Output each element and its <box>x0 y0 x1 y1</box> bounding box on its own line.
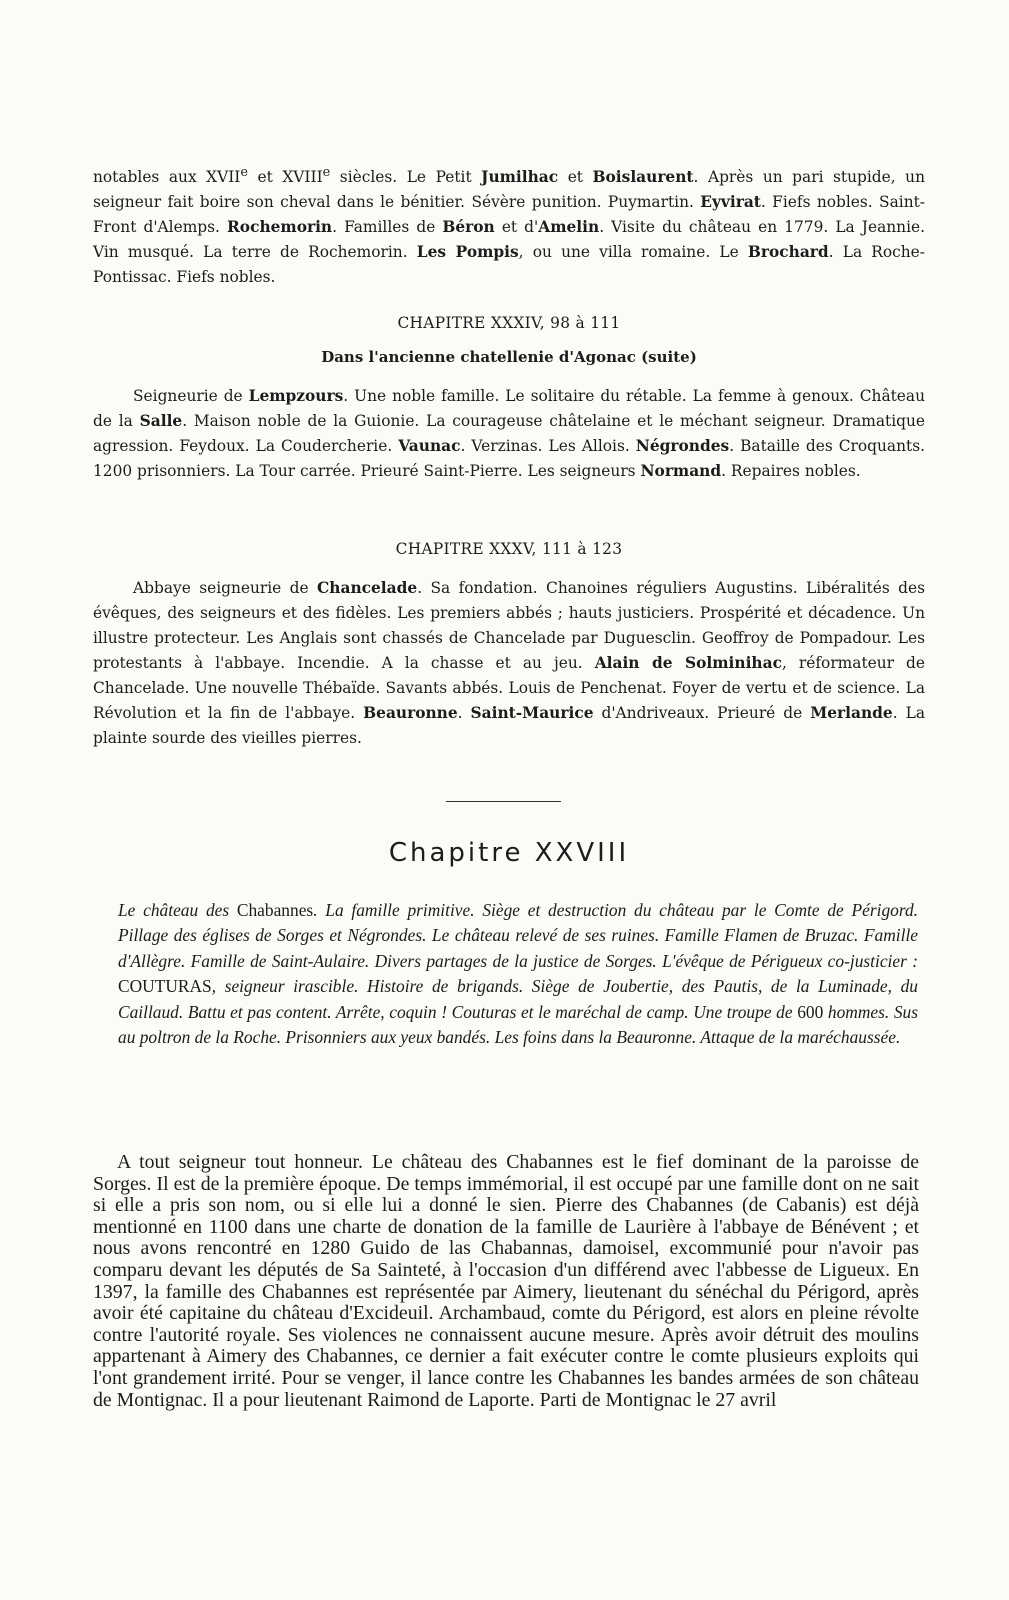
bold-place: Rochemorin <box>227 218 333 237</box>
bold-place: Amelin <box>538 218 600 237</box>
chapter-35-paragraph <box>93 576 925 751</box>
chapter-34-summary <box>93 384 925 484</box>
bold-place: Merlande <box>810 704 893 722</box>
text-run-upright: COUTURAS <box>118 976 212 997</box>
bold-place: Négrondes <box>635 437 730 455</box>
text-run: . <box>457 704 471 722</box>
chapter-34-paragraph <box>93 384 925 484</box>
text-run: . La plainte sourde des vieilles pierres. <box>93 704 925 747</box>
text-run: siècles. Le Petit <box>330 168 482 187</box>
text-run: notables aux XVII <box>93 168 241 187</box>
text-run: . Fiefs nobles. Saint-Front d'Alemps. <box>93 193 925 237</box>
bold-place: Saint-Maurice <box>470 704 594 722</box>
bold-place: Alain de Solminihac <box>594 654 782 672</box>
chapter-28-body: A tout seigneur tout honneur. Le château des Chabannes est le fief dominant de la paroisse de Sorges. Il est de la première époque. De temps immémorial, il est occupé par une famille dont on ne sait si elle a pris son nom, ou si elle lui a donné le sien. Pierre des Chabannes (de Cabanis) est déjà mentionné en 1100 dans une charte de donation de la famille de Laurière à l'abbaye de Bénévent ; et nous avons rencontré en 1280 Guido de las Chabannas, damoisel, excommunié pour n'avoir pas comparu devant les députés de Sa Sainteté, à l'occasion d'un différend avec l'abbesse de Ligueux. En 1397, la famille des Chabannes est représentée par Aimery, lieutenant du sénéchal du Périgord, après avoir été capitaine du château d'Excideuil. Archambaud, comte du Périgord, est alors en pleine révolte contre l'autorité royale. Ses violences ne connaissent aucune mesure. Après avoir détruit des moulins appartenant à Aimery des Chabannes, ce dernier a fait exécuter contre le comte plusieurs exploits qui l'ont grandement irrité. Pour se venger, il lance contre les Chabannes les bandes armées de son château de Montignac. Il a pour lieutenant Raimond de Laporte. Parti de Montignac le 27 avril <box>93 1151 919 1411</box>
text-run: Seigneurie de <box>133 387 249 405</box>
intro-paragraph <box>93 160 925 290</box>
chapter-28-summary <box>118 898 918 1050</box>
bold-place: Eyvirat <box>700 193 761 212</box>
bold-place: Béron <box>442 218 495 237</box>
chapter-title: Chapitre XXVIII <box>388 838 630 868</box>
text-run: et <box>558 168 593 187</box>
chapter-34-subtitle: Dans l'ancienne chatellenie d'Agonac (suite) <box>321 348 697 366</box>
superscript: e <box>322 165 331 180</box>
text-run: . Verzinas. Les Allois. <box>460 437 636 455</box>
bold-place: Chancelade <box>317 579 418 597</box>
bold-place: Salle <box>139 412 183 430</box>
superscript: e <box>240 165 248 180</box>
text-run: . Une noble famille. Le solitaire du rétable. La femme à genoux. Château de la <box>93 387 925 430</box>
bold-place: Lempzours <box>248 387 344 405</box>
text-run: , seigneur irascible. Histoire de brigands. Siège de Joubertie, des Pautis, de la Luminade, du Caillaud. Battu et pas content. Arrête, coquin ! Couturas et le maréchal de camp. Une troupe de <box>118 976 918 1022</box>
text-run: . Visite du château en 1779. La Jeannie. Vin musqué. La terre de Rochemorin. <box>93 218 925 262</box>
text-run: hommes. Sus au poltron de la Roche. Prisonniers aux yeux bandés. Les foins dans la Beauronne. Attaque de la maréchaussée. <box>118 1001 918 1048</box>
text-run: , réformateur de Chancelade. Une nouvelle Thébaïde. Savants abbés. Louis de Penchenat. Foyer de vertu et de science. La Révolution et la fin de l'abbaye. <box>93 654 925 722</box>
text-run: . Après un pari stupide, un seigneur fait boire son cheval dans le bénitier. Sévère punition. Puymartin. <box>93 168 926 212</box>
bold-place: Brochard <box>747 243 829 262</box>
chapter-34-heading: CHAPITRE XXXIV, 98 à 111 <box>397 314 621 332</box>
section-divider <box>446 801 561 802</box>
text-run: Abbaye seigneurie de <box>133 579 318 597</box>
text-run: . Repaires nobles. <box>721 462 861 480</box>
intro-summary <box>93 160 925 290</box>
chapter-35-summary <box>93 576 925 751</box>
bold-place: Les Pompis <box>416 243 519 262</box>
text-run: et XVIII <box>247 168 323 187</box>
bold-place: Normand <box>640 462 722 480</box>
text-run: et d' <box>494 218 539 237</box>
bold-place: Jumilhac <box>481 168 559 187</box>
chapter-35-heading: CHAPITRE XXXV, 111 à 123 <box>395 540 623 558</box>
text-run: , ou une villa romaine. Le <box>518 243 748 262</box>
text-run: . La Roche-Pontissac. Fiefs nobles. <box>93 243 925 287</box>
text-run: . Sa fondation. Chanoines réguliers Augustins. Libéralités des évêques, des seigneurs et des fidèles. Les premiers abbés ; hauts justiciers. Prospérité et décadence. Un illustre protecteur. Les Anglais sont chassés de Chancelade par Duguesclin. Geoffroy de Pompadour. Les protestants à l'abbaye. Incendie. A la chasse et au jeu. <box>93 579 925 672</box>
text-run: . Familles de <box>332 218 443 237</box>
text-run-upright: Chabannes <box>236 900 314 920</box>
text-run: Le château des <box>118 900 237 920</box>
text-run: . Maison noble de la Guionie. La courageuse châtelaine et le méchant seigneur. Dramatique agression. Feydoux. La Coudercherie. <box>93 412 925 455</box>
bold-place: Boislaurent <box>592 168 694 187</box>
bold-place: Beauronne <box>363 704 458 722</box>
text-run: d'Andriveaux. Prieuré de <box>593 704 811 722</box>
text-run: . Bataille des Croquants. 1200 prisonniers. La Tour carrée. Prieuré Saint-Pierre. Les seigneurs <box>93 437 925 480</box>
bold-place: Vaunac <box>398 437 461 455</box>
text-run-upright: 600 <box>797 1001 824 1022</box>
text-run: . La famille primitive. Siège et destruction du château par le Comte de Périgord. Pillage des églises de Sorges et Négrondes. Le château relevé de ses ruines. Famille Flamen de Bruzac. Famille d'Allègre. Famille de Saint-Aulaire. Divers partages de la justice de Sorges. L'évêque de Périgueux co-justicier : <box>118 900 918 971</box>
